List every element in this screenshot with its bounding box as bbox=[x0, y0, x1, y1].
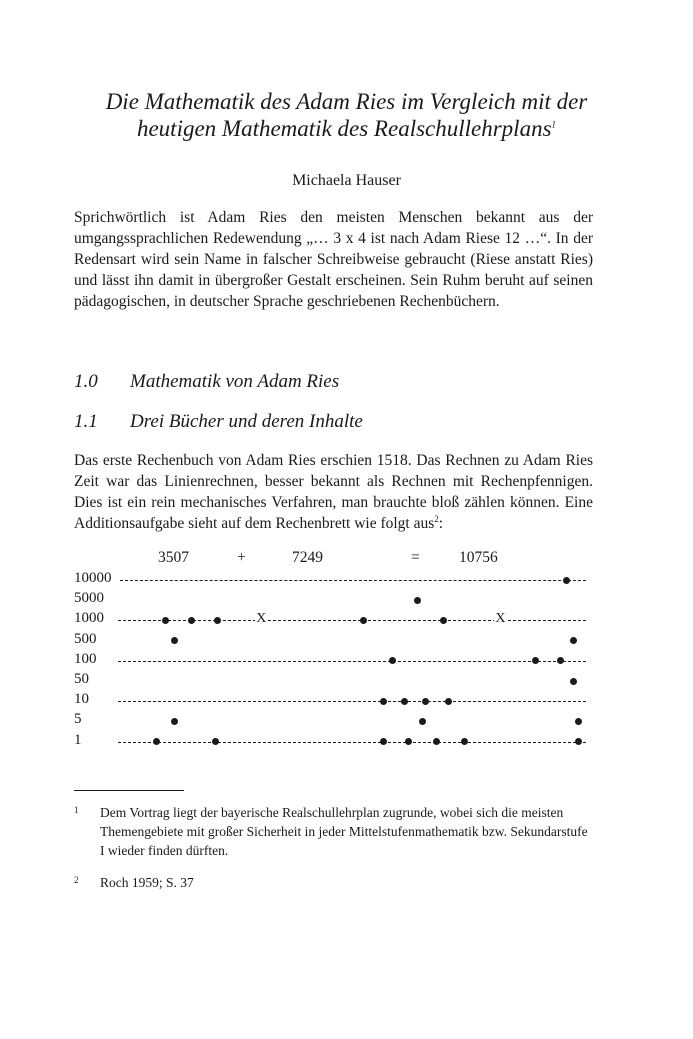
row-value-label: 5 bbox=[74, 711, 82, 728]
counter-dot bbox=[570, 678, 577, 685]
title-line-2-text: heutigen Mathematik des Realschullehrplans bbox=[136, 116, 552, 141]
board-row-500 bbox=[74, 631, 594, 651]
counter-dot bbox=[380, 698, 387, 705]
counter-dot bbox=[171, 718, 178, 725]
board-row-100 bbox=[74, 651, 594, 671]
footnote-mark: 2 bbox=[74, 875, 79, 885]
row-value-label: 500 bbox=[74, 630, 97, 647]
footnote-1 bbox=[74, 803, 593, 863]
counting-line bbox=[118, 701, 586, 702]
board-row-10 bbox=[74, 691, 594, 711]
addend-a: 3507 bbox=[158, 549, 189, 566]
row-value-label: 5000 bbox=[74, 590, 104, 607]
counting-line bbox=[118, 661, 586, 662]
counter-dot bbox=[380, 738, 387, 745]
counter-dot bbox=[401, 698, 408, 705]
counter-dot bbox=[162, 617, 169, 624]
section-title: Mathematik von Adam Ries bbox=[130, 371, 340, 392]
counter-dot bbox=[575, 718, 582, 725]
counter-dot bbox=[360, 617, 367, 624]
addend-b: 7249 bbox=[292, 549, 323, 566]
section-heading-1-0 bbox=[74, 371, 593, 395]
section-title: Drei Bücher und deren Inhalte bbox=[130, 411, 363, 432]
section-heading-1-1 bbox=[74, 411, 593, 435]
row-value-label: 1000 bbox=[74, 610, 104, 627]
footnote-text: Dem Vortrag liegt der bayerische Realschullehrplan zugrunde, wobei sich die meisten Themengebiete mit großer Sicherheit in jeder Mittelstufenmathematik bzw. Sekundarstufe I wieder finden dürften. bbox=[100, 805, 588, 858]
row-value-label: 50 bbox=[74, 671, 89, 687]
counter-dot bbox=[422, 698, 429, 705]
counter-dot bbox=[575, 738, 582, 745]
sum-result: 10756 bbox=[459, 549, 498, 566]
counter-dot bbox=[445, 698, 452, 705]
equals-sign: = bbox=[411, 549, 420, 566]
body-paragraph bbox=[74, 450, 593, 534]
counter-dot bbox=[171, 637, 178, 644]
title-line-1: Die Mathematik des Adam Ries im Vergleich mit der bbox=[105, 89, 588, 114]
footnote-rule bbox=[74, 790, 184, 791]
paper-title bbox=[0, 88, 693, 142]
counter-dot bbox=[419, 718, 426, 725]
row-value-label: 1 bbox=[74, 731, 82, 748]
carry-x-mark: X bbox=[495, 611, 506, 627]
body-paragraph-end: : bbox=[438, 515, 444, 532]
body-footnote-ref: 2 bbox=[434, 513, 439, 524]
row-value-label: 100 bbox=[74, 650, 97, 667]
counter-dot bbox=[563, 577, 570, 584]
section-number: 1.0 bbox=[74, 371, 98, 392]
counter-dot bbox=[153, 738, 160, 745]
author-name: Michaela Hauser bbox=[292, 172, 401, 189]
board-row-1000 bbox=[74, 610, 594, 630]
counter-dot bbox=[405, 738, 412, 745]
counter-dot bbox=[570, 637, 577, 644]
counter-dot bbox=[389, 657, 396, 664]
board-row-5000 bbox=[74, 590, 594, 610]
counting-line bbox=[120, 580, 586, 581]
counter-dot bbox=[440, 617, 447, 624]
section-number: 1.1 bbox=[74, 411, 98, 432]
counter-dot bbox=[414, 597, 421, 604]
counter-dot bbox=[461, 738, 468, 745]
carry-x-mark: X bbox=[256, 611, 267, 627]
title-footnote-ref: 1 bbox=[551, 119, 557, 130]
board-row-50 bbox=[74, 671, 594, 691]
counter-dot bbox=[214, 617, 221, 624]
counter-dot bbox=[532, 657, 539, 664]
row-value-label: 10 bbox=[74, 691, 89, 708]
board-row-1 bbox=[74, 732, 594, 752]
calculation-header bbox=[74, 549, 594, 569]
body-paragraph-text: Das erste Rechenbuch von Adam Ries erschien 1518. Das Rechnen zu Adam Ries Zeit war das Linienrechnen, besser bekannt als Rechnen mit Rechenpfennigen. Dies ist ein rein mechanisches Verfahren, man brauchte bloß zählen können. Eine Additionsaufgabe sieht auf dem Rechenbrett wie folgt aus bbox=[74, 452, 593, 532]
footnote-2 bbox=[74, 873, 593, 893]
counter-dot bbox=[557, 657, 564, 664]
board-row-10000 bbox=[74, 570, 594, 590]
row-value-label: 10000 bbox=[74, 570, 112, 586]
footnote-mark: 1 bbox=[74, 805, 79, 815]
intro-paragraph: Sprichwörtlich ist Adam Ries den meisten Menschen bekannt aus der umgangssprachlichen Redewendung „… 3 x 4 ist nach Adam Riese 12 …“. In der Redensart wird sein Name in falscher Schreibweise gebraucht (Riese anstatt Ries) und lässt ihn damit in übergroßer Gestalt erscheinen. Sein Ruhm beruht auf seinen pädagogischen, in deutscher Sprache geschriebenen Rechenbüchern. bbox=[74, 209, 593, 310]
title-line-2 bbox=[0, 115, 693, 142]
counting-line bbox=[118, 742, 586, 743]
board-row-5 bbox=[74, 711, 594, 731]
counter-dot bbox=[212, 738, 219, 745]
footnote-text: Roch 1959; S. 37 bbox=[100, 875, 194, 890]
counter-dot bbox=[188, 617, 195, 624]
counter-dot bbox=[433, 738, 440, 745]
plus-sign: + bbox=[237, 549, 246, 566]
